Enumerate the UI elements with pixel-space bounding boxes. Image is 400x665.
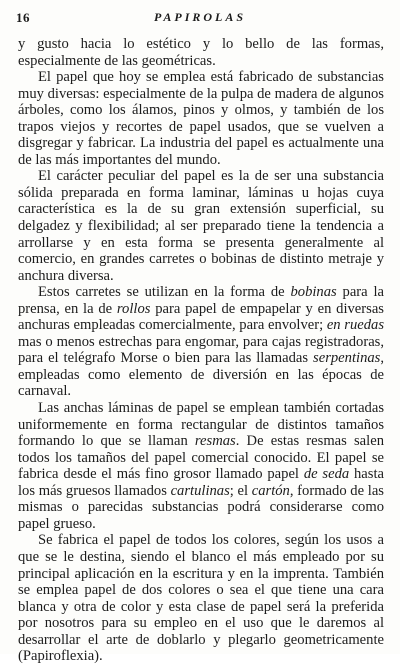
running-head: PAPIROLAS bbox=[153, 10, 247, 24]
italic-term: resmas bbox=[194, 433, 236, 450]
italic-term: cartulinas bbox=[170, 482, 230, 499]
text-run: El papel que hoy se emplea está fabricado de substancias muy diversas: especialmente de la pulpa de madera de algunos árboles, como los álamos, pinos y olmos, y también de los trapos viejos y recortes de papel usados, que se vuelven a disgregar y fabricar. La industria del papel es actualmente una de las más importantes del mundo. bbox=[18, 69, 384, 168]
text-run: . De estas resmas salen todos los tamaños del papel comercial conocido. El papel se fabrica desde el más fino grosor llamado papel bbox=[18, 433, 384, 483]
paragraph bbox=[18, 36, 384, 69]
paragraph bbox=[18, 284, 384, 400]
italic-term: cartón bbox=[251, 482, 290, 499]
text-run: mas o menos estrechas para engomar, para cajas registradoras, para el telégrafo Morse o bien para las llamadas bbox=[18, 333, 384, 367]
text-run: Las anchas láminas de papel se emplean también cortadas uniformemente en forma rectangular de distintos tamaños formando lo que se llaman bbox=[18, 400, 384, 450]
text-run: hasta los más gruesos llamados bbox=[18, 466, 384, 499]
italic-term: serpentinas bbox=[313, 350, 381, 367]
text-run: El carácter peculiar del papel es la de ser una substancia sólida preparada en forma laminar, láminas u hojas cuya característica es la de su gran extensión superficial, su delgadez y flexibilidad; al ser preparado tiene la tendencia a arrollarse y en esta forma se presenta generalmente al comercio, en grandes carretes o bobinas de distinto metraje y anchura diversa. bbox=[18, 168, 384, 284]
paragraph bbox=[18, 400, 384, 532]
italic-term: de seda bbox=[303, 466, 350, 483]
page-number: 16 bbox=[16, 10, 30, 25]
paragraph bbox=[18, 168, 384, 284]
text-run: para la prensa, en la de bbox=[18, 284, 384, 317]
text-run: , formado de las mismas o parecidas substancias podrá considerarse como papel grueso. bbox=[18, 482, 384, 532]
paragraph bbox=[18, 532, 384, 664]
text-run: para papel de empapelar y en diversas anchuras empleadas comercialmente, para envolver; bbox=[18, 300, 384, 334]
italic-term: en ruedas bbox=[326, 317, 384, 334]
paragraph bbox=[18, 69, 384, 168]
text-run: y gusto hacia lo estético y lo bello de las formas, especialmente de las geométricas. bbox=[18, 36, 384, 69]
text-run: , empleadas como elemento de diversión en las épocas de carnaval. bbox=[18, 350, 384, 400]
text-run: ; el bbox=[229, 482, 252, 499]
italic-term: rollos bbox=[116, 300, 151, 317]
page-header bbox=[16, 10, 384, 28]
italic-term: bobinas bbox=[290, 284, 337, 301]
text-run: Estos carretes se utilizan en la forma de bbox=[38, 284, 291, 301]
text-run: Se fabrica el papel de todos los colores, según los usos a que se le destina, siendo el blanco el más empleado por su principal aplicación en la escritura y en la imprenta. También se emplea papel de dos colores o sea el que tiene una cara blanca y otra de color y esta clase de papel será la preferida por nosotros para su empleo en el uso que le daremos al desarrollar el arte de doblarlo y plegarlo geometricamente (Papiroflexia). bbox=[18, 532, 384, 665]
body-text bbox=[18, 36, 384, 665]
